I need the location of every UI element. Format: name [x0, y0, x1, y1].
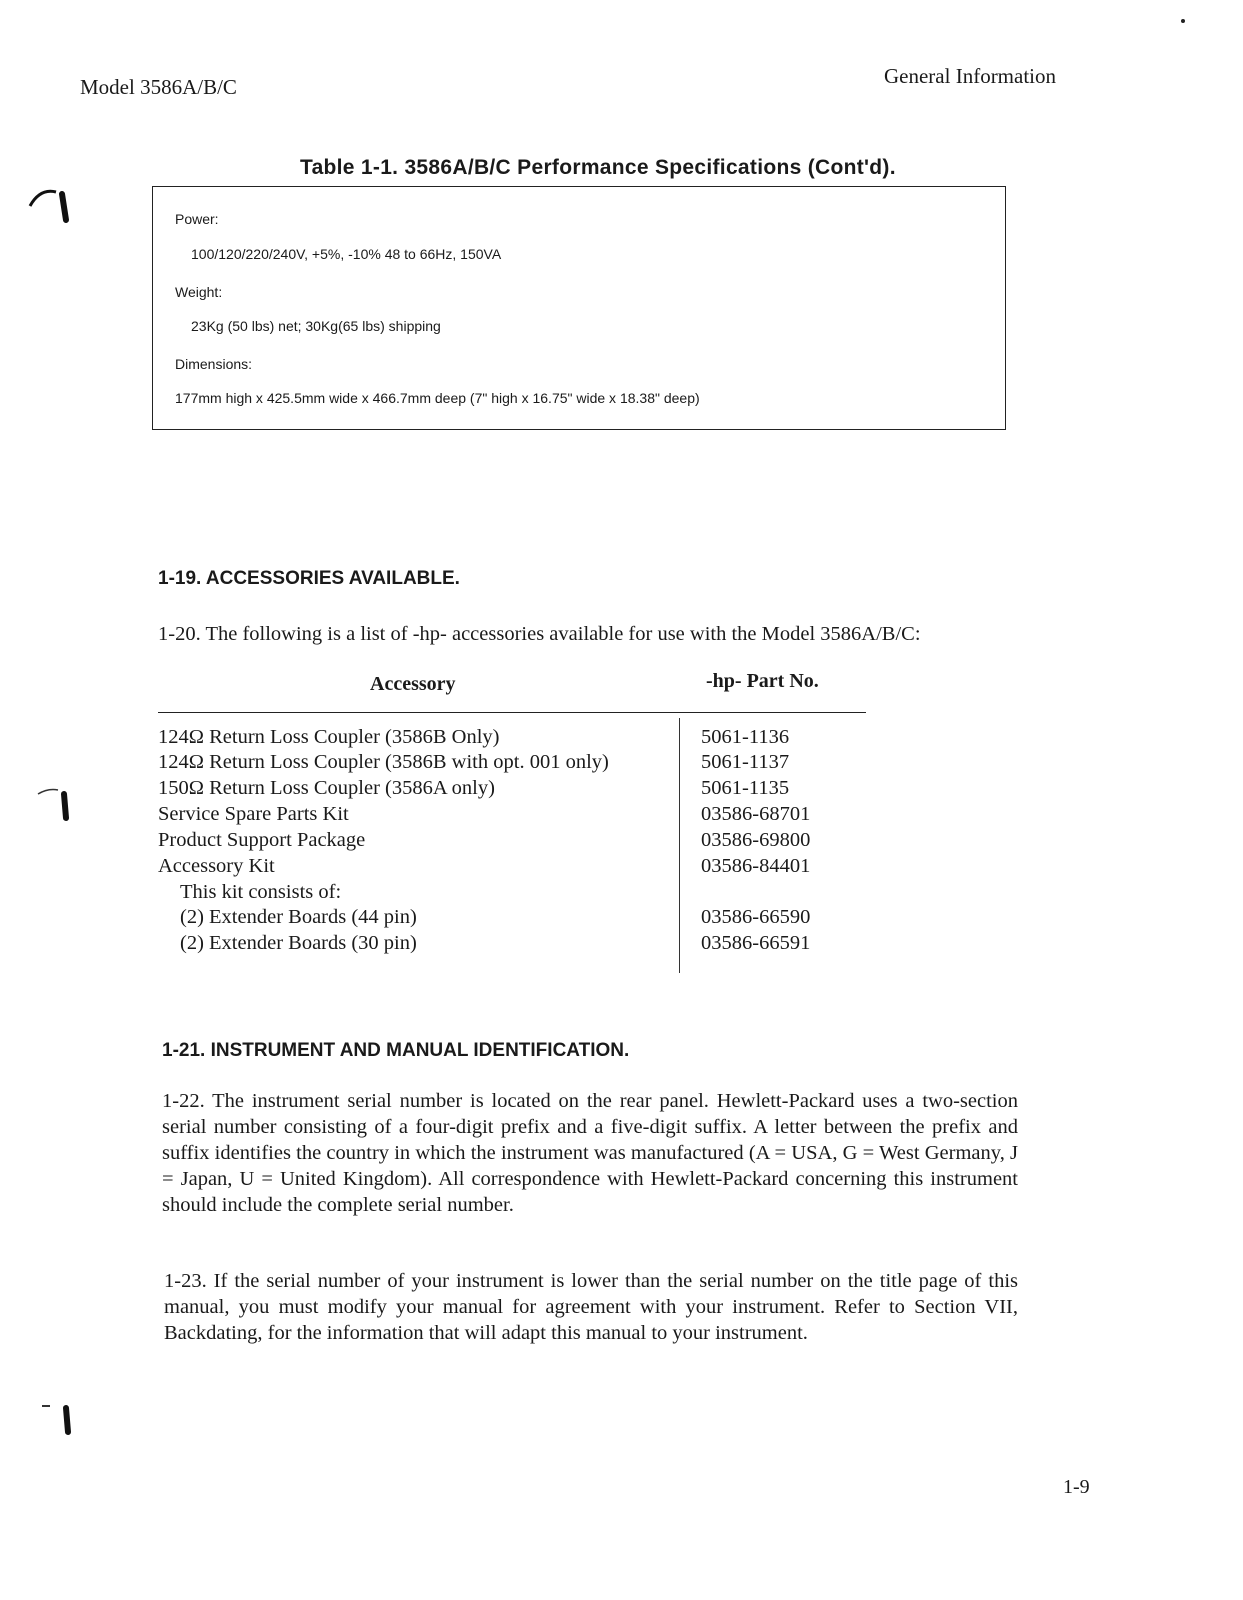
binder-hole-mark-icon — [26, 186, 76, 226]
accessory-name: 124Ω Return Loss Coupler (3586B Only) — [158, 726, 500, 748]
weight-label: Weight: — [175, 284, 223, 300]
scan-speck-icon — [1178, 16, 1188, 26]
accessory-name: Accessory Kit — [158, 855, 275, 877]
table-header-rule — [158, 712, 866, 713]
dimensions-value: 177mm high x 425.5mm wide x 466.7mm deep (7" high x 16.75" wide x 18.38" deep) — [175, 390, 700, 406]
accessory-name: 150Ω Return Loss Coupler (3586A only) — [158, 777, 495, 799]
binder-hole-mark-icon — [40, 1400, 80, 1440]
part-number: 5061-1135 — [701, 777, 790, 799]
identification-heading: 1-21. INSTRUMENT AND MANUAL IDENTIFICATION. — [162, 1040, 630, 1061]
list-item — [158, 906, 866, 932]
part-number: 03586-69800 — [701, 829, 811, 851]
part-number-column-header: -hp- Part No. — [706, 670, 819, 692]
part-number: 03586-66591 — [701, 932, 811, 954]
table-title: Table 1-1. 3586A/B/C Performance Specifications (Cont'd). — [300, 156, 896, 179]
part-number: 03586-84401 — [701, 855, 811, 877]
accessories-intro: 1-20. The following is a list of -hp- accessories available for use with the Model 3586A/B/C: — [158, 623, 921, 645]
page-number: 1-9 — [1063, 1476, 1090, 1498]
spec-table-box — [152, 186, 1006, 430]
binder-hole-mark-icon — [36, 780, 76, 825]
identification-paragraph-1-23: 1-23. If the serial number of your instrument is lower than the serial number on the title page of this manual, you must modify your manual for agreement with your instrument. Refer to Section VII, Backdating, for the information that will adapt this manual to your instrument. — [164, 1270, 1018, 1344]
list-item — [158, 777, 866, 803]
part-number: 03586-66590 — [701, 906, 811, 928]
accessory-name: (2) Extender Boards (30 pin) — [180, 932, 417, 954]
list-item — [158, 932, 866, 958]
accessory-name: Product Support Package — [158, 829, 366, 851]
header-model: Model 3586A/B/C — [80, 75, 237, 99]
dimensions-label: Dimensions: — [175, 356, 253, 372]
list-item — [158, 726, 866, 752]
identification-paragraph-1-22: 1-22. The instrument serial number is located on the rear panel. Hewlett-Packard uses a two-section serial number consisting of a four-digit prefix and a five-digit suffix. A letter between the prefix and suffix identifies the country in which the instrument was manufactured (A = USA, G = West Germany, J = Japan, U = United Kingdom). All correspondence with Hewlett-Packard concerning this instrument should include the complete serial number. — [162, 1090, 1018, 1216]
list-item — [158, 803, 866, 829]
list-item — [158, 829, 866, 855]
list-item — [158, 881, 866, 907]
weight-value: 23Kg (50 lbs) net; 30Kg(65 lbs) shipping — [191, 318, 441, 334]
power-value: 100/120/220/240V, +5%, -10% 48 to 66Hz, 150VA — [191, 246, 502, 262]
list-item — [158, 751, 866, 777]
accessory-column-header: Accessory — [370, 673, 456, 695]
accessory-name: 124Ω Return Loss Coupler (3586B with opt. 001 only) — [158, 751, 609, 773]
list-item — [158, 855, 866, 881]
part-number: 5061-1136 — [701, 726, 790, 748]
part-number: 03586-68701 — [701, 803, 811, 825]
part-number: 5061-1137 — [701, 751, 790, 773]
accessory-name: Service Spare Parts Kit — [158, 803, 349, 825]
header-section-title: General Information — [884, 64, 1057, 88]
accessory-name: (2) Extender Boards (44 pin) — [180, 906, 417, 928]
accessory-name: This kit consists of: — [180, 881, 342, 903]
power-label: Power: — [175, 211, 219, 227]
accessories-heading: 1-19. ACCESSORIES AVAILABLE. — [158, 568, 460, 589]
